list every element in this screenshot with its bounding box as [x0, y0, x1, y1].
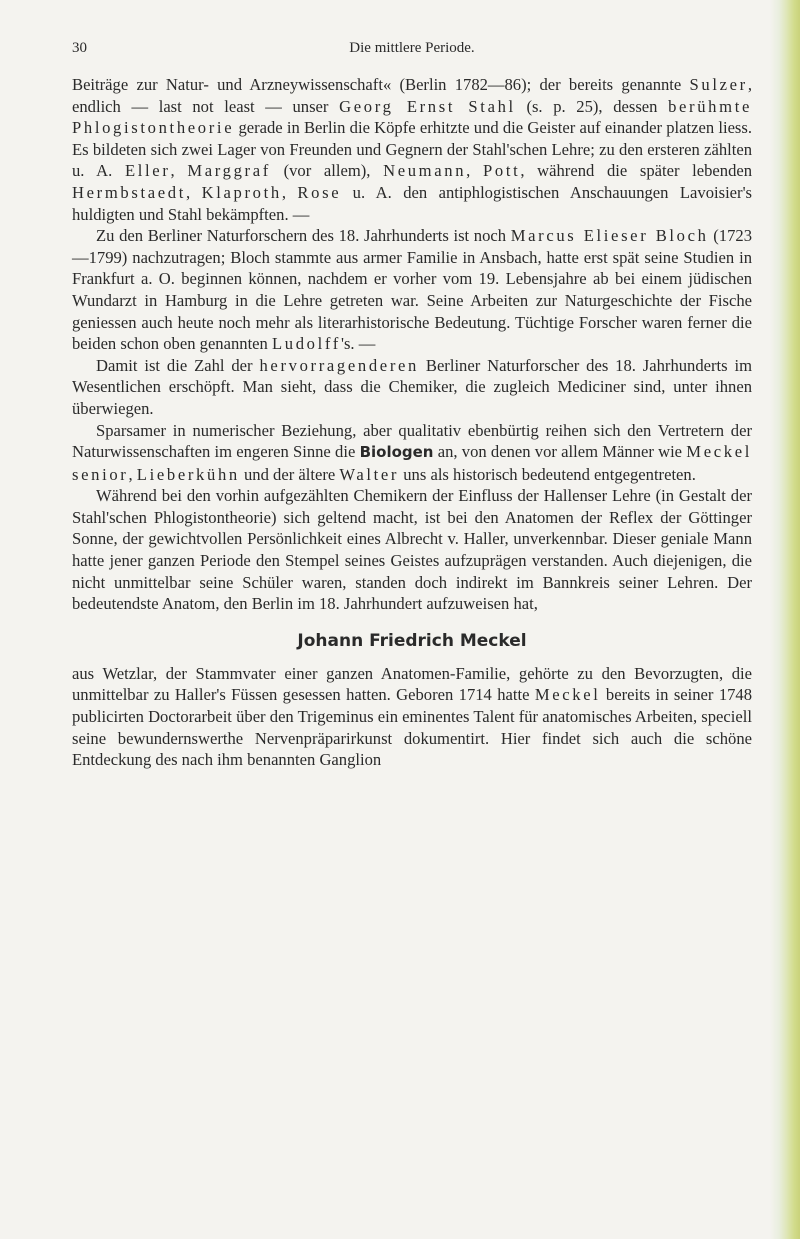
running-head: Die mittlere Periode.	[349, 40, 475, 56]
bold-term: Biologen	[359, 443, 434, 462]
page-edge	[770, 0, 800, 1239]
text-run: bereits in seiner 1748 publicirten Doctorarbeit über den Trigeminus ein eminentes Talent für anatomisches Arbeiten, speciell seine bewundernswerthe Nervenpräparirkunst dokumentirt. Hier findet sich auch die schöne Entdeckung des nach ihm benannten Ganglion	[72, 685, 753, 770]
paragraph	[72, 74, 752, 225]
section-heading: Johann Friedrich Meckel	[297, 630, 527, 651]
text-run: gerade in Berlin die Köpfe erhitzte und die Geister auf einander platzen liess. Es bildeten sich zwei Lager von Freunden und Gegnern der Stahl'schen Lehre; zu den ersteren zählten u. A.	[72, 118, 752, 181]
text-run: , endlich — last not least — unser	[72, 75, 752, 116]
page-header	[72, 40, 752, 74]
page-number: 30	[72, 40, 87, 56]
text-run: (vor allem),	[270, 161, 384, 181]
spaced-name: Marggraf	[187, 161, 271, 181]
text-run: ,	[281, 182, 298, 202]
spaced-name: Rose	[297, 182, 342, 202]
text-run: ,	[466, 161, 483, 181]
text-run: ,	[170, 161, 188, 181]
spaced-name: berühmte Phlogistontheorie	[72, 96, 752, 138]
spaced-name: Sulzer	[689, 75, 748, 94]
text-run: Zu den Berliner Naturforschern des 18. Jahrhunderts ist noch	[96, 226, 511, 246]
spaced-name: Marcus Elieser Bloch	[510, 226, 709, 246]
spaced-name: Neumann	[383, 161, 467, 181]
text-run: (s. p. 25), dessen	[515, 96, 669, 116]
text-run: ,	[186, 182, 202, 202]
spaced-name: Meckel	[534, 685, 601, 705]
text-run: 's. —	[340, 334, 376, 354]
paragraph	[72, 355, 752, 420]
text-run: Berliner Naturforscher des 18. Jahrhunderts im Wesentlichen erschöpft. Man sieht, dass die Chemiker, die zugleich Mediciner sind, unter ihnen überwiegen.	[72, 355, 752, 418]
text-run: Sparsamer in numerischer Beziehung, aber qualitativ ebenbürtig reihen sich den Vertretern der Naturwissenschaften im engeren Sinne die	[72, 420, 752, 462]
text-run: aus Wetzlar, der Stammvater einer ganzen Anatomen-Familie, gehörte zu den Bevorzugten, die unmittelbar zu Haller's Füssen gesessen hatten. Geboren 1714 hatte	[72, 663, 752, 705]
spaced-name: Meckel senior	[72, 442, 752, 484]
body-text	[72, 74, 752, 615]
spaced-name: Walter	[339, 464, 400, 484]
spaced-name: Lieberkühn	[136, 464, 240, 484]
text-run: ,	[128, 464, 137, 484]
text-run: Während bei den vorhin aufgezählten Chemikern der Einfluss der Hallenser Lehre (in Gestalt der Stahl'schen Phlogistontheorie) sich geltend macht, ist bei den Anatomen der Reflex der Göttinger Sonne, der gewichtvollen Persönlichkeit eines Albrecht v. Haller, unverkennbar. Dieser geniale Mann hatte jener ganzen Periode den Stempel seines Geistes aufzuprägen verstanden. Auch diejenigen, die nicht unmittelbar seine Schüler waren, standen doch indirekt im Bannkreis seiner Lehren. Der bedeutendste Anatom, den Berlin im 18. Jahrhundert aufzuweisen hat,	[72, 486, 752, 614]
spaced-name: Pott	[482, 161, 521, 181]
body-text-continued	[72, 663, 752, 771]
paragraph	[72, 420, 752, 486]
text-run: uns als historisch bedeutend entgegentreten.	[399, 464, 696, 484]
spaced-name: Georg Ernst Stahl	[339, 96, 516, 116]
spaced-name: Hermbstaedt	[72, 182, 186, 202]
text-run: u. A. den antiphlogistischen Anschauungen Lavoisier's huldigten und Stahl bekämpften. —	[72, 182, 753, 224]
paragraph	[72, 663, 752, 771]
text-run: , während die später lebenden	[520, 161, 753, 181]
book-page	[72, 40, 752, 771]
text-run: Damit ist die Zahl der	[96, 355, 260, 375]
spaced-name: Klaproth	[201, 182, 282, 202]
spaced-name: Ludolff	[271, 334, 341, 354]
text-run: an, von denen vor allem Männer wie	[433, 442, 687, 462]
text-run: Beiträge zur Natur- und Arzneywissenschaft« (Berlin 1782—86); der bereits genannte	[72, 75, 690, 94]
spaced-name: hervorragenderen	[259, 355, 419, 375]
spaced-name: Eller	[124, 161, 171, 181]
paragraph	[72, 225, 752, 355]
text-run: (1723—1799) nachzutragen; Bloch stammte aus armer Familie in Ansbach, hatte erst spät seine Studien in Frankfurt a. O. beginnen können, nachdem er vorher vom 19. Lebensjahre ab bei einem jüdischen Wundarzt in Hamburg in die Lehre getreten war. Seine Arbeiten zur Naturgeschichte der Fische geniessen auch heute noch mehr als literarhistorische Bedeutung. Tüchtige Forscher waren ferner die beiden schon oben genannten	[72, 226, 752, 354]
text-run: und der ältere	[239, 464, 340, 484]
paragraph	[72, 485, 752, 615]
